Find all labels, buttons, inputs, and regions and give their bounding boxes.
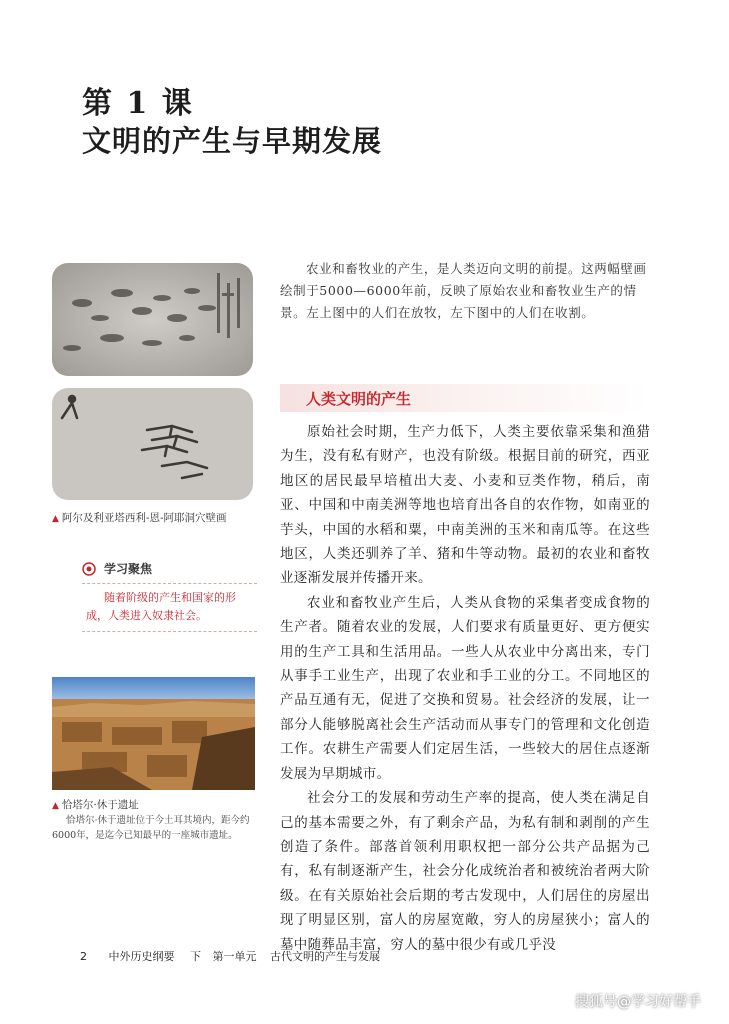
footer-volume: 下 — [190, 950, 201, 963]
study-focus-text: 随着阶级的产生和国家的形成，人类进入奴隶社会。 — [86, 591, 236, 622]
rock-art-harvest-image — [52, 388, 253, 500]
focus-target-icon — [82, 562, 96, 576]
study-focus-box — [82, 560, 257, 632]
site-description: 恰塔尔·休于遗址位于今土耳其境内，距今约6000年，是迄今已知最早的一座城市遗址。 — [52, 815, 250, 841]
catalhoyuk-site-image — [52, 677, 255, 790]
footer-unit-title: 古代文明的产生与发展 — [270, 950, 380, 963]
watermark: 搜狐号@学习好帮手 — [575, 994, 701, 1010]
rock-art-herding-image — [52, 263, 253, 376]
caption-marker-icon: ▲ — [52, 801, 59, 811]
body-paragraph: 农业和畜牧业产生后，人类从食物的采集者变成食物的生产者。随着农业的发展，人们要求有质量更好、更方便实用的生产工具和生活用品。一些人从农业中分离出来，专门从事手工业生产，出现了农业和手工业的分工。不同地区的产品互通有无，促进了交换和贸易。社会经济的发展，让一部分人能够脱离社会生产活动而从事专门的管理和文化创造工作。农耕生产需要人们定居生活，一些较大的居住点逐渐发展为早期城市。 — [280, 594, 650, 782]
rock-art-caption: ▲ 阿尔及利亚塔西利-恩-阿耶洞穴壁画 — [52, 512, 227, 524]
page-number: 2 — [80, 950, 87, 963]
section-heading — [280, 384, 648, 412]
body-paragraph: 原始社会时期，生产力低下，人类主要依靠采集和渔猎为生，没有私有财产，也没有阶级。根据目前的研究，西亚地区的居民最早培植出大麦、小麦和豆类作物，稍后，南亚、中国和中南美洲等地也培育出各自的农作物，如南亚的芋头，中国的水稻和粟，中南美洲的玉米和南瓜等。在这些地区，人类还驯养了羊、猪和牛等动物。最初的农业和畜牧业逐渐发展并传播开来。 — [280, 424, 650, 587]
lesson-number: 第 1 课 — [82, 86, 194, 121]
page-footer — [80, 948, 380, 964]
section-title: 人类文明的产生 — [306, 389, 412, 408]
caption-marker-icon: ▲ — [52, 514, 59, 524]
study-focus-heading: 学习聚焦 — [82, 560, 257, 577]
section-body — [280, 420, 650, 957]
footer-unit: 第一单元 — [212, 950, 257, 963]
body-paragraph: 社会分工的发展和劳动生产率的提高，使人类在满足自己的基本需要之外，有了剩余产品，为私有制和剥削的产生创造了条件。部落首领利用职权把一部分公共产品据为己有，私有制逐渐产生，社会分化成统治者和被统治者两大阶级。在有关原始社会后期的考古发现中，人们居住的房屋出现了明显区别，富人的房屋宽敞，穷人的房屋狭小；富人的墓中随葬品丰富，穷人的墓中很少有或几乎没 — [280, 790, 650, 953]
intro-paragraph: 农业和畜牧业的产生，是人类迈向文明的前提。这两幅壁画绘制于5000—6000年前，反映了原始农业和畜牧业生产的情景。左上图中的人们在放牧，左下图中的人们在收割。 — [280, 261, 647, 320]
site-caption: ▲ 恰塔尔·休于遗址 — [52, 799, 139, 811]
focus-divider — [82, 583, 257, 584]
footer-book-title: 中外历史纲要 — [108, 950, 175, 963]
focus-divider — [82, 631, 257, 632]
lesson-title: 文明的产生与早期发展 — [82, 124, 383, 158]
